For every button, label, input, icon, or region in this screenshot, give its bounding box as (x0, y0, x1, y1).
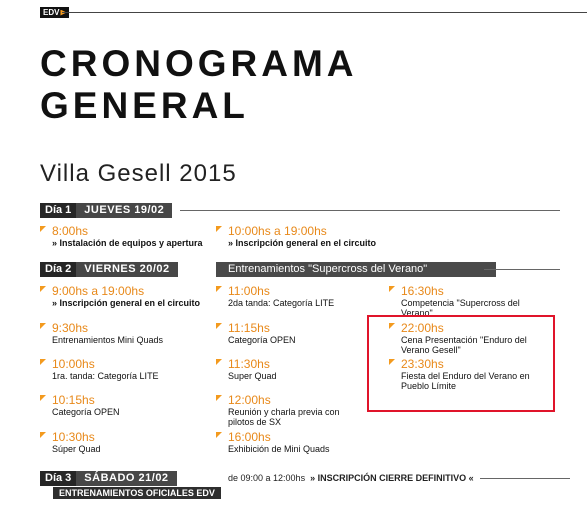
entry-time: 16:00hs (228, 430, 271, 444)
entry-time: 10:30hs (52, 430, 95, 444)
day2-bar (40, 262, 560, 277)
schedule-entry (216, 224, 386, 248)
entry-desc: Reunión y charla previa con pilotos de SX (228, 407, 340, 427)
entry-time: 9:00hs a 19:00hs (52, 284, 145, 298)
schedule-entry (216, 430, 376, 454)
day3-note (228, 473, 474, 483)
entry-desc: » Instalación de equipos y apertura (52, 238, 203, 248)
page-subtitle: Villa Gesell 2015 (40, 160, 237, 187)
bullet-arrow-icon (216, 286, 222, 292)
highlight-box (367, 315, 555, 412)
day1-date: JUEVES 19/02 (76, 203, 172, 218)
day2-number: Día 2 (40, 262, 76, 277)
entry-desc: Entrenamientos Mini Quads (52, 335, 164, 345)
entry-time: 10:15hs (52, 393, 95, 407)
entry-time: 12:00hs (228, 393, 271, 407)
entry-time: 11:00hs (228, 284, 270, 298)
bullet-arrow-icon (216, 359, 222, 365)
entry-desc: Cena Presentación "Enduro del Verano Gesell" (401, 335, 527, 355)
entry-time: 11:30hs (228, 357, 270, 371)
entry-time: 10:00hs (52, 357, 95, 371)
day3-rule (480, 478, 570, 479)
entry-time: 8:00hs (52, 224, 89, 238)
schedule-entry (40, 357, 210, 381)
day2-banner: Entrenamientos "Supercross del Verano" (216, 262, 496, 277)
day2-rule (484, 269, 560, 270)
entry-desc: 1ra. tanda: Categoría LITE (52, 371, 159, 381)
entry-desc: Categoría OPEN (228, 335, 296, 345)
entry-time: 9:30hs (52, 321, 89, 335)
entry-desc: » Inscripción general en el circuito (228, 238, 377, 248)
entry-desc: Súper Quad (52, 444, 101, 454)
day3-bar (40, 471, 570, 486)
entry-time: 11:15hs (228, 321, 270, 335)
schedule-entry (216, 284, 376, 308)
schedule-entry (40, 430, 210, 454)
entry-desc: Categoría OPEN (52, 407, 120, 417)
entry-time: 16:30hs (401, 284, 444, 298)
entry-desc: Fiesta del Enduro del Verano en Pueblo Límite (401, 371, 530, 391)
schedule-entry (216, 357, 376, 381)
entry-desc: Competencia "Supercross del Verano" (401, 298, 520, 318)
day1-number: Día 1 (40, 203, 76, 218)
day1-rule (180, 210, 560, 211)
entry-desc: Exhibición de Mini Quads (228, 444, 330, 454)
page-title-line2: GENERAL (40, 85, 249, 126)
schedule-entry (40, 284, 210, 308)
bullet-arrow-icon (216, 395, 222, 401)
bullet-arrow-icon (40, 323, 46, 329)
bullet-arrow-icon (40, 395, 46, 401)
page-title-line1: CRONOGRAMA (40, 43, 358, 84)
bullet-arrow-icon (216, 432, 222, 438)
bullet-arrow-icon (40, 432, 46, 438)
entry-time: 10:00hs a 19:00hs (228, 224, 327, 238)
bullet-arrow-icon (389, 286, 395, 292)
day3-sub-banner: ENTRENAMIENTOS OFICIALES EDV (53, 487, 221, 499)
header-rule (62, 12, 587, 13)
entry-desc: Super Quad (228, 371, 277, 381)
entry-time: 23:30hs (401, 357, 444, 371)
bullet-arrow-icon (40, 359, 46, 365)
schedule-entry (389, 284, 549, 318)
bullet-arrow-icon (216, 323, 222, 329)
bullet-arrow-icon (40, 286, 46, 292)
day2-date: VIERNES 20/02 (76, 262, 177, 277)
schedule-entry (40, 224, 210, 248)
bullet-arrow-icon (216, 226, 222, 232)
entry-desc: 2da tanda: Categoría LITE (228, 298, 335, 308)
schedule-entry (40, 321, 210, 345)
schedule-entry (216, 321, 376, 345)
day1-bar (40, 203, 560, 218)
entry-desc: » Inscripción general en el circuito (52, 298, 201, 308)
day3-number: Día 3 (40, 471, 76, 486)
schedule-entry (40, 393, 210, 417)
entry-time: 22:00hs (401, 321, 444, 335)
schedule-entry (216, 393, 366, 427)
day3-date: SÁBADO 21/02 (76, 471, 176, 486)
edv-logo: EDV (40, 7, 69, 18)
day3-note-time: de 09:00 a 12:00hs (228, 473, 306, 483)
day3-note-main: » INSCRIPCIÓN CIERRE DEFINITIVO « (310, 473, 474, 483)
bullet-arrow-icon (40, 226, 46, 232)
